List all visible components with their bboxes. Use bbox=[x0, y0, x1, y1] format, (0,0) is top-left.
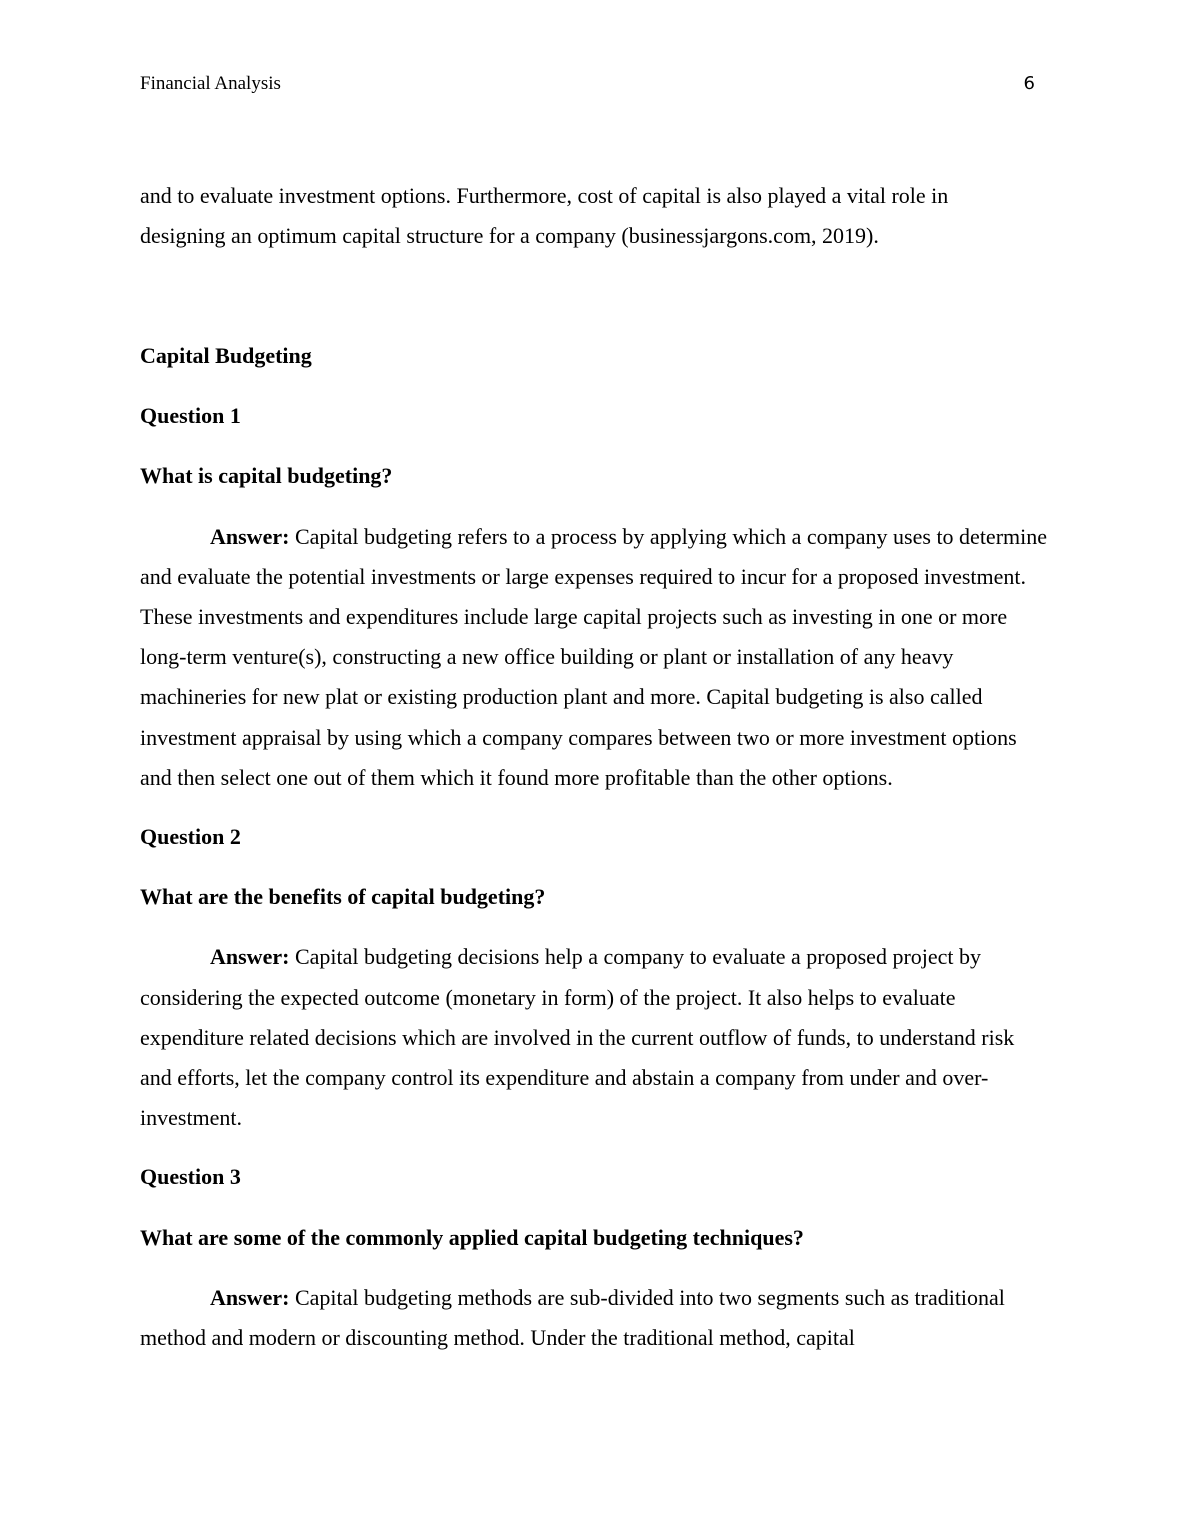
answer-3-label: Answer: bbox=[210, 1284, 290, 1310]
intro-line-1: and to evaluate investment options. Furthermore, cost of capital is also played a vital role in bbox=[140, 183, 949, 208]
question-2-text: What are the benefits of capital budgeting? bbox=[140, 884, 546, 910]
intro-paragraph bbox=[140, 176, 1050, 256]
document-body bbox=[140, 336, 1050, 1377]
intro-line-2: designing an optimum capital structure for a company (businessjargons.com, 2019). bbox=[140, 223, 879, 249]
page-number: 6 bbox=[1023, 73, 1035, 94]
answer-1-text: Capital budgeting refers to a process by applying which a company uses to determine and evaluate the potential investments or large expenses required to incur for a proposed investment. These investments and expenditures include large capital projects such as investing in one or more long-term venture(s), constructing a new office building or plant or installation of any heavy machineries for new plat or existing production plant and more. Capital budgeting is also called investment appraisal by using which a company compares between two or more investment options and then select one out of them which it found more profitable than the other options. bbox=[140, 523, 1048, 790]
question-2-label: Question 2 bbox=[140, 824, 241, 850]
question-3-label: Question 3 bbox=[140, 1164, 241, 1190]
question-1-label: Question 1 bbox=[140, 403, 241, 429]
answer-2-paragraph bbox=[140, 937, 1050, 1138]
answer-2-text: Capital budgeting decisions help a company to evaluate a proposed project by considering the expected outcome (monetary in form) of the project. It also helps to evaluate expenditure related decisions which are involved in the current outflow of funds, to understand risk and efforts, let the company control its expenditure and abstain a company from under and over-investment. bbox=[140, 944, 1015, 1131]
answer-3-text: Capital budgeting methods are sub-divided into two segments such as traditional method and modern or discounting method. Under the traditional method, capital bbox=[140, 1284, 1005, 1351]
running-header-title: Financial Analysis bbox=[140, 73, 281, 94]
answer-1-label: Answer: bbox=[210, 523, 290, 549]
question-1-text: What is capital budgeting? bbox=[140, 463, 393, 489]
answer-2-label: Answer: bbox=[210, 944, 290, 970]
answer-3-paragraph bbox=[140, 1278, 1050, 1358]
question-3-text: What are some of the commonly applied capital budgeting techniques? bbox=[140, 1224, 804, 1250]
section-heading: Capital Budgeting bbox=[140, 343, 312, 368]
answer-1-paragraph bbox=[140, 517, 1050, 798]
